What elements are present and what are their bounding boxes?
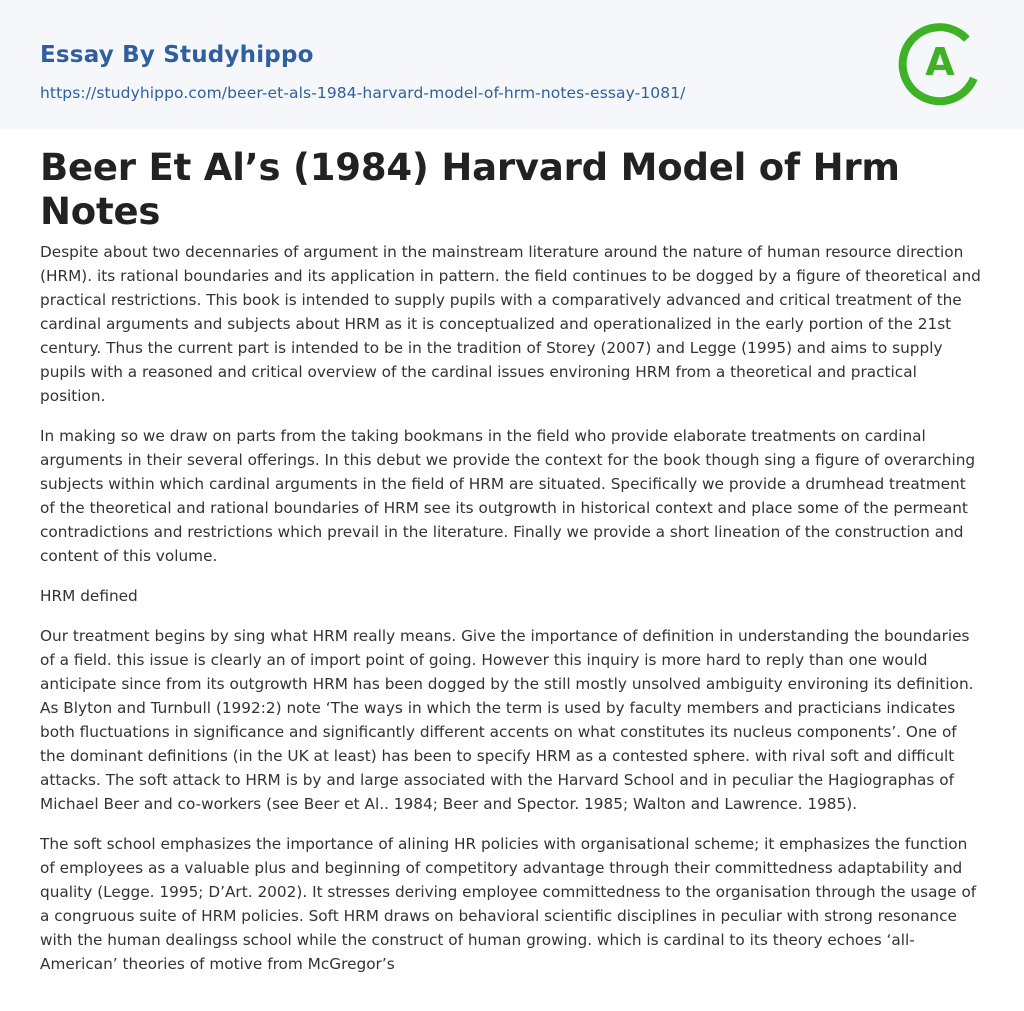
- article: [0, 146, 1024, 976]
- essay-url-link[interactable]: https://studyhippo.com/beer-et-als-1984-harvard-model-of-hrm-notes-essay-1081/: [40, 84, 686, 102]
- paragraph-approach: In making so we draw on parts from the taking bookmans in the field who provide elaborate treatments on cardinal arguments in their several offerings. In this debut we provide the context for the book though sing a figure of overarching subjects within which cardinal arguments in the field of HRM are situated. Specifically we provide a drumhead treatment of the theoretical and rational boundaries of HRM see its outgrowth in historical context and place some of the permeant contradictions and restrictions which prevail in the literature. Finally we provide a short lineation of the construction and content of this volume.: [40, 427, 976, 565]
- site-title[interactable]: Essay By Studyhippo: [40, 42, 314, 68]
- section-heading-hrm-defined: HRM defined: [40, 587, 138, 605]
- page-title: Beer Et Al’s (1984) Harvard Model of Hrm Notes: [40, 146, 900, 233]
- paragraph-definition: Our treatment begins by sing what HRM really means. Give the importance of definition in understanding the boundaries of a field. this issue is clearly an of import point of going. However this inquiry is more hard to reply than one would anticipate since from its outgrowth HRM has been dogged by the still mostly unsolved ambiguity environing its definition. As Blyton and Turnbull (1992:2) note ‘The ways in which the term is used by faculty members and practicians indicates both fluctuations in significance and significantly different accents on what constitutes its nucleus components’. One of the dominant definitions (in the UK at least) has been to specify HRM as a contested sphere. with rival soft and difficult attacks. The soft attack to HRM is by and large associated with the Harvard School and in peculiar the Hagiographas of Michael Beer and co-workers (see Beer et Al.. 1984; Beer and Spector. 1985; Walton and Lawrence. 1985).: [40, 627, 974, 813]
- site-header: [0, 0, 1024, 129]
- logo-letter: A: [925, 40, 955, 84]
- studyhippo-logo[interactable]: [896, 17, 986, 107]
- paragraph-soft-school: The soft school emphasizes the importance of alining HR policies with organisational scheme; it emphasizes the function of employees as a valuable plus and beginning of competitory advantage through their committedness adaptability and quality (Legge. 1995; D’Art. 2002). It stresses deriving employee committedness to the organisation through the usage of a congruous suite of HRM policies. Soft HRM draws on behavioral scientific disciplines in peculiar with strong resonance with the human dealingss school while the construct of human growing. which is cardinal to its theory echoes ‘all-American’ theories of motive from McGregor’s: [40, 835, 977, 973]
- paragraph-intro: Despite about two decennaries of argument in the mainstream literature around the nature of human resource direction (HRM). its rational boundaries and its application in pattern. the field continues to be dogged by a figure of theoretical and practical restrictions. This book is intended to supply pupils with a comparatively advanced and critical treatment of the cardinal arguments and subjects about HRM as it is conceptualized and operationalized in the early portion of the 21st century. Thus the current part is intended to be in the tradition of Storey (2007) and Legge (1995) and aims to supply pupils with a reasoned and critical overview of the cardinal issues environing HRM from a theoretical and practical position.: [40, 243, 981, 405]
